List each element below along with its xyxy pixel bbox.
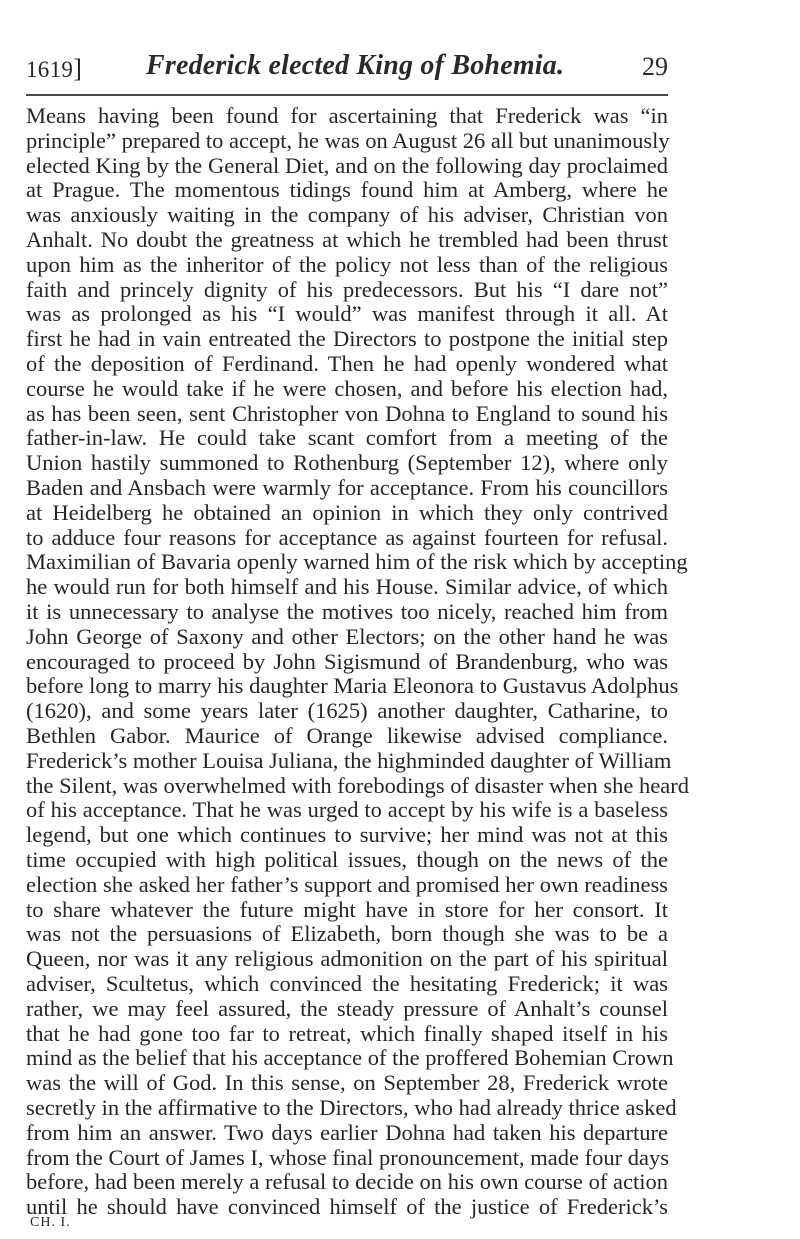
text-line: Frederick’s mother Louisa Juliana, the highminded daughter of William	[26, 747, 672, 773]
text-line: legend, but one which continues to survive; her mind was not at this	[26, 822, 668, 848]
text-line: he would run for both himself and his House. Similar advice, of which	[26, 574, 668, 600]
header-rule	[26, 94, 668, 96]
text-line: elected King by the General Diet, and on the following day proclaimed	[26, 152, 668, 178]
text-line: as has been seen, sent Christopher von Dohna to England to sound his	[26, 400, 668, 426]
running-title: Frederick elected King of Bohemia.	[146, 50, 565, 81]
text-line: was anxiously waiting in the company of his adviser, Christian von	[26, 202, 668, 228]
text-line: to share whatever the future might have in store for her consort. It	[26, 896, 668, 922]
chapter-mark: CH. I.	[30, 1215, 71, 1230]
text-line: the Silent, was overwhelmed with forebodings of disaster when she heard	[26, 772, 689, 798]
text-line: before long to marry his daughter Maria Eleonora to Gustavus Adolphus	[26, 673, 679, 699]
text-line: upon him as the inheritor of the policy not less than of the religious	[26, 251, 668, 277]
text-line: at Heidelberg he obtained an opinion in which they only contrived	[26, 499, 668, 525]
text-line: Anhalt. No doubt the greatness at which he trembled had been thrust	[26, 227, 668, 252]
text-line: was not the persuasions of Elizabeth, born though she was to be a	[26, 921, 668, 947]
year-marker	[26, 54, 82, 84]
text-line: faith and princely dignity of his predecessors. But his “I dare not”	[26, 276, 668, 302]
year-bracket: ]	[73, 54, 83, 83]
text-line: that he had gone too far to retreat, which finally shaped itself in his	[26, 1020, 668, 1046]
text-line: election she asked her father’s support and promised her own readiness	[26, 871, 668, 897]
text-line: John George of Saxony and other Electors; on the other hand he was	[26, 623, 668, 649]
text-line: father-in-law. He could take scant comfort from a meeting of the	[26, 425, 668, 451]
text-line: to adduce four reasons for acceptance as against fourteen for refusal.	[26, 524, 668, 550]
text-line: rather, we may feel assured, the steady pressure of Anhalt’s counsel	[26, 995, 668, 1021]
year-text: 1619	[26, 57, 74, 82]
text-line: encouraged to proceed by John Sigismund of Brandenburg, who was	[26, 648, 668, 674]
text-line: adviser, Scultetus, which convinced the hesitating Frederick; it was	[26, 971, 668, 996]
text-line: course he would take if he were chosen, and before his election had,	[26, 375, 668, 401]
page-number: 29	[642, 52, 668, 81]
text-line: of his acceptance. That he was urged to accept by his wife is a baseless	[26, 797, 668, 823]
text-line: from him an answer. Two days earlier Dohna had taken his departure	[26, 1119, 668, 1145]
text-line: Bethlen Gabor. Maurice of Orange likewise advised compliance.	[26, 723, 668, 748]
text-line: Maximilian of Bavaria openly warned him of the risk which by accepting	[26, 549, 688, 575]
text-line: was the will of God. In this sense, on September 28, Frederick wrote	[26, 1070, 668, 1096]
text-line: at Prague. The momentous tidings found him at Amberg, where he	[26, 177, 668, 203]
text-line: Means having been found for ascertaining that Frederick was “in	[26, 103, 668, 128]
text-line: first he had in vain entreated the Directors to postpone the initial step	[26, 326, 668, 352]
text-line: Queen, nor was it any religious admonition on the part of his spiritual	[26, 946, 668, 972]
text-line: was as prolonged as his “I would” was manifest through it all. At	[26, 301, 668, 327]
text-line: secretly in the affirmative to the Directors, who had already thrice asked	[26, 1095, 677, 1120]
text-line: (1620), and some years later (1625) another daughter, Catharine, to	[26, 698, 668, 724]
text-line: before, had been merely a refusal to decide on his own course of action	[26, 1169, 668, 1195]
text-line: Baden and Ansbach were warmly for acceptance. From his councillors	[26, 475, 668, 500]
text-line: of the deposition of Ferdinand. Then he had openly wondered what	[26, 351, 668, 376]
text-line: mind as the belief that his acceptance of the proffered Bohemian Crown	[26, 1045, 674, 1071]
text-line: time occupied with high political issues, though on the news of the	[26, 847, 668, 872]
text-line: it is unnecessary to analyse the motives too nicely, reached him from	[26, 599, 668, 624]
text-line: principle” prepared to accept, he was on August 26 all but unanimously	[26, 127, 670, 153]
text-line: from the Court of James I, whose final pronouncement, made four days	[26, 1144, 669, 1170]
text-line: Union hastily summoned to Rothenburg (September 12), where only	[26, 450, 668, 476]
text-line: until he should have convinced himself of the justice of Frederick’s	[26, 1194, 668, 1220]
running-head	[26, 50, 668, 94]
